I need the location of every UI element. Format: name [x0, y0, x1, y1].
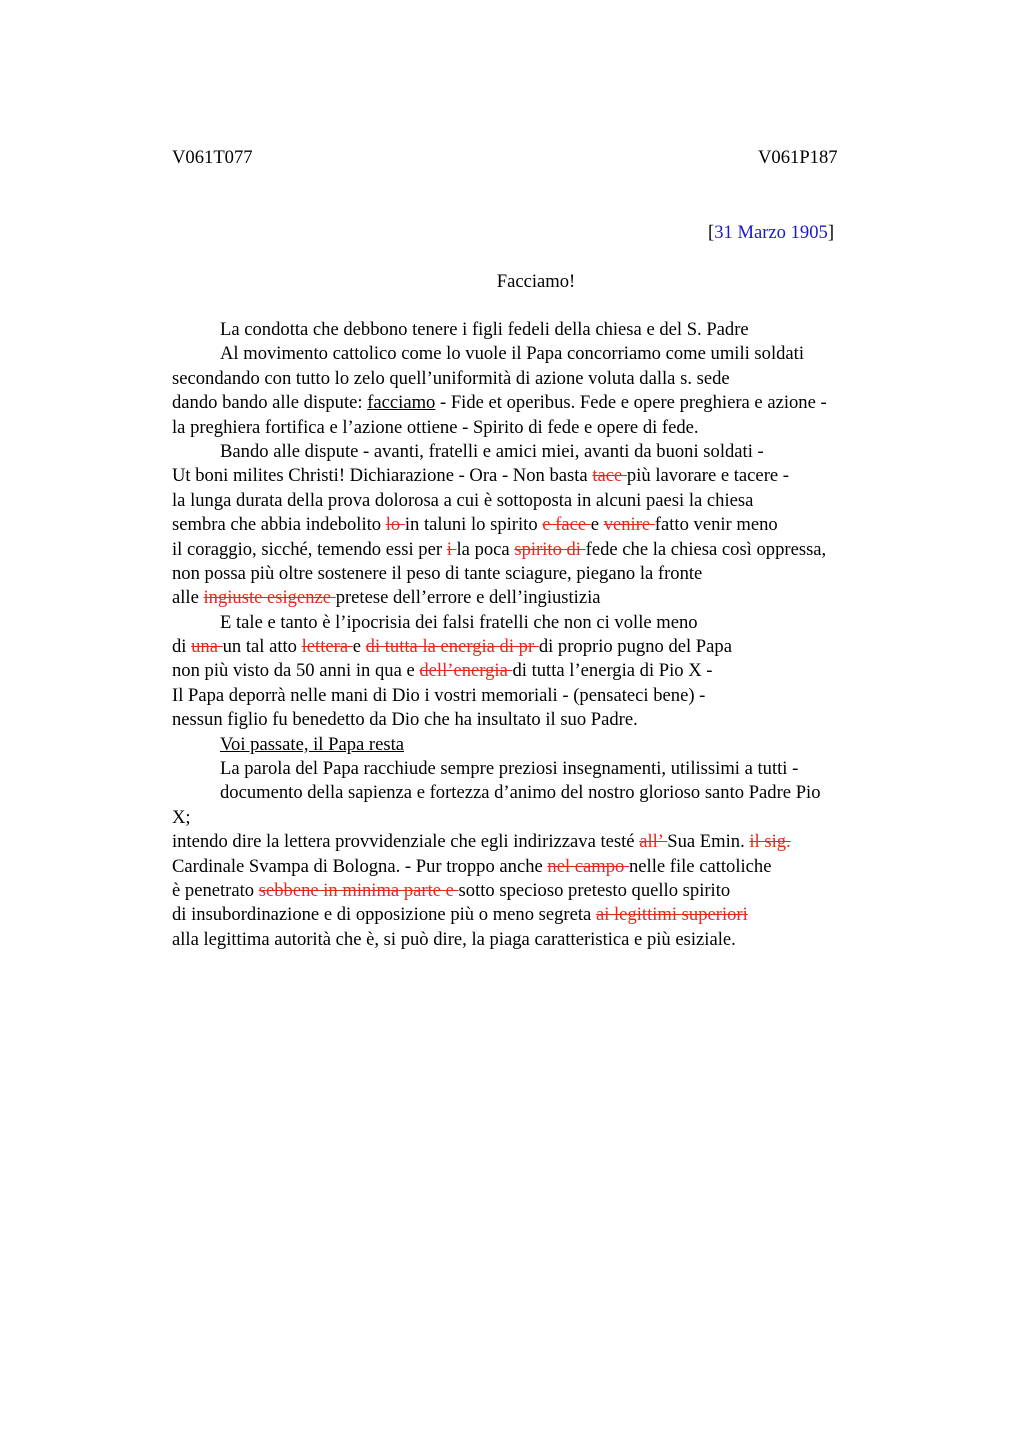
- line-text: intendo dire la lettera provvidenziale che egli indirizzava testé: [172, 831, 640, 853]
- text-line: [172, 928, 912, 952]
- line-text: la lunga durata della prova dolorosa a cui è sottoposta in alcuni paesi la chiesa: [172, 489, 754, 511]
- line-text: sotto specioso pretesto quello spirito: [458, 879, 731, 901]
- deleted-text: lo: [385, 514, 405, 536]
- text-line: [172, 659, 912, 683]
- line-text: nelle file cattoliche: [629, 855, 772, 877]
- deleted-text: il sig.: [749, 831, 791, 853]
- deleted-text: una: [191, 636, 223, 658]
- line-text: fede che la chiesa così oppressa,: [585, 538, 827, 560]
- line-text: Ut boni milites Christi! Dichiarazione - Ora - Non basta: [172, 465, 593, 487]
- line-text: sembra che abbia indebolito: [172, 514, 386, 536]
- text-line: [172, 757, 912, 781]
- deleted-text: venire: [603, 514, 655, 536]
- deleted-text: tace: [592, 465, 627, 487]
- date-bracket-close: ]: [827, 222, 835, 243]
- text-line: [172, 806, 912, 830]
- text-line: [172, 684, 912, 708]
- line-text: non più visto da 50 anni in qua e: [172, 660, 420, 682]
- line-text: la preghiera fortifica e l’azione ottiene - Spirito di fede e opere di fede.: [172, 416, 699, 438]
- page-title: Facciamo!: [496, 271, 576, 292]
- text-line: [172, 903, 912, 927]
- underlined-text: facciamo: [367, 392, 436, 414]
- line-text: più lavorare e tacere -: [626, 465, 789, 487]
- text-line: [172, 489, 912, 513]
- date-text: 31 Marzo 1905: [714, 222, 828, 243]
- text-line: [172, 416, 912, 440]
- text-line: [172, 562, 912, 586]
- document-id-left: V061T077: [172, 147, 253, 168]
- line-text: alla legittima autorità che è, si può dire, la piaga caratteristica e più esiziale.: [172, 928, 736, 950]
- text-line: [172, 708, 912, 732]
- text-line: [172, 781, 912, 805]
- line-text: fatto venir meno: [654, 514, 778, 536]
- line-text: e: [590, 514, 604, 536]
- line-text: Il Papa deporrà nelle mani di Dio i vostri memoriali - (pensateci bene) -: [172, 684, 706, 706]
- line-text: La condotta che debbono tenere i figli fedeli della chiesa e del S. Padre: [220, 319, 749, 340]
- line-text: nessun figlio fu benedetto da Dio che ha insultato il suo Padre.: [172, 709, 638, 731]
- line-text: X;: [172, 806, 191, 828]
- deleted-text: e face: [542, 514, 591, 536]
- text-line: [172, 879, 912, 903]
- text-line: [172, 733, 912, 757]
- line-text: un tal atto: [222, 636, 302, 658]
- text-line: [172, 367, 912, 391]
- line-text: di tutta l’energia di Pio X -: [512, 660, 713, 682]
- deleted-text: spirito di: [514, 538, 586, 560]
- deleted-text: di tutta la energia di pr: [365, 636, 539, 658]
- underlined-text: Voi passate, il Papa resta: [220, 733, 405, 755]
- text-line: [172, 464, 912, 488]
- text-line: [172, 440, 912, 464]
- deleted-text: sebbene in minima parte e: [258, 879, 459, 901]
- line-text: - Fide et operibus. Fede e opere preghiera e azione -: [435, 392, 827, 414]
- text-line: [172, 830, 912, 854]
- text-line: [172, 391, 912, 415]
- text-line: [172, 318, 912, 342]
- deleted-text: i: [446, 538, 457, 560]
- document-id-right: V061P187: [758, 147, 838, 168]
- document-body: [172, 318, 912, 952]
- text-line: [172, 538, 912, 562]
- deleted-text: lettera: [301, 636, 353, 658]
- line-text: di: [172, 636, 192, 658]
- line-text: Al movimento cattolico come lo vuole il Papa concorriamo come umili soldati: [220, 343, 805, 365]
- line-text: di proprio pugno del Papa: [538, 636, 732, 658]
- text-line: [172, 513, 912, 537]
- deleted-text: ingiuste esigenze: [203, 587, 336, 609]
- line-text: non possa più oltre sostenere il peso di tante sciagure, piegano la fronte: [172, 562, 703, 584]
- text-line: [172, 611, 912, 635]
- date-line: [708, 222, 834, 244]
- text-line: [172, 635, 912, 659]
- deleted-text: dell’energia: [419, 660, 513, 682]
- line-text: in taluni lo spirito: [404, 514, 543, 536]
- line-text: dando bando alle dispute:: [172, 392, 368, 414]
- line-text: alle: [172, 587, 204, 609]
- line-text: Sua Emin.: [667, 831, 750, 853]
- line-text: e: [352, 636, 366, 658]
- text-line: [172, 342, 912, 366]
- line-text: è penetrato: [172, 879, 259, 901]
- line-text: secondando con tutto lo zelo quell’uniformità di azione voluta dalla s. sede: [172, 367, 730, 389]
- line-text: il coraggio, sicché, temendo essi per: [172, 538, 447, 560]
- deleted-text: all’: [639, 831, 668, 853]
- line-text: La parola del Papa racchiude sempre preziosi insegnamenti, utilissimi a tutti -: [220, 758, 799, 780]
- line-text: pretese dell’errore e dell’ingiustizia: [335, 587, 601, 609]
- line-text: di insubordinazione e di opposizione più o meno segreta: [172, 904, 596, 926]
- text-line: [172, 586, 912, 610]
- line-text: documento della sapienza e fortezza d’animo del nostro glorioso santo Padre Pio: [220, 782, 821, 804]
- deleted-text: nel campo: [547, 855, 629, 877]
- text-line: [172, 855, 912, 879]
- line-text: Cardinale Svampa di Bologna. - Pur troppo anche: [172, 855, 548, 877]
- line-text: E tale e tanto è l’ipocrisia dei falsi fratelli che non ci volle meno: [220, 611, 698, 633]
- line-text: la poca: [456, 538, 515, 560]
- line-text: Bando alle dispute - avanti, fratelli e amici miei, avanti da buoni soldati -: [220, 440, 764, 462]
- date-bracket-open: [: [708, 222, 715, 243]
- deleted-text: ai legittimi superiori: [595, 904, 748, 926]
